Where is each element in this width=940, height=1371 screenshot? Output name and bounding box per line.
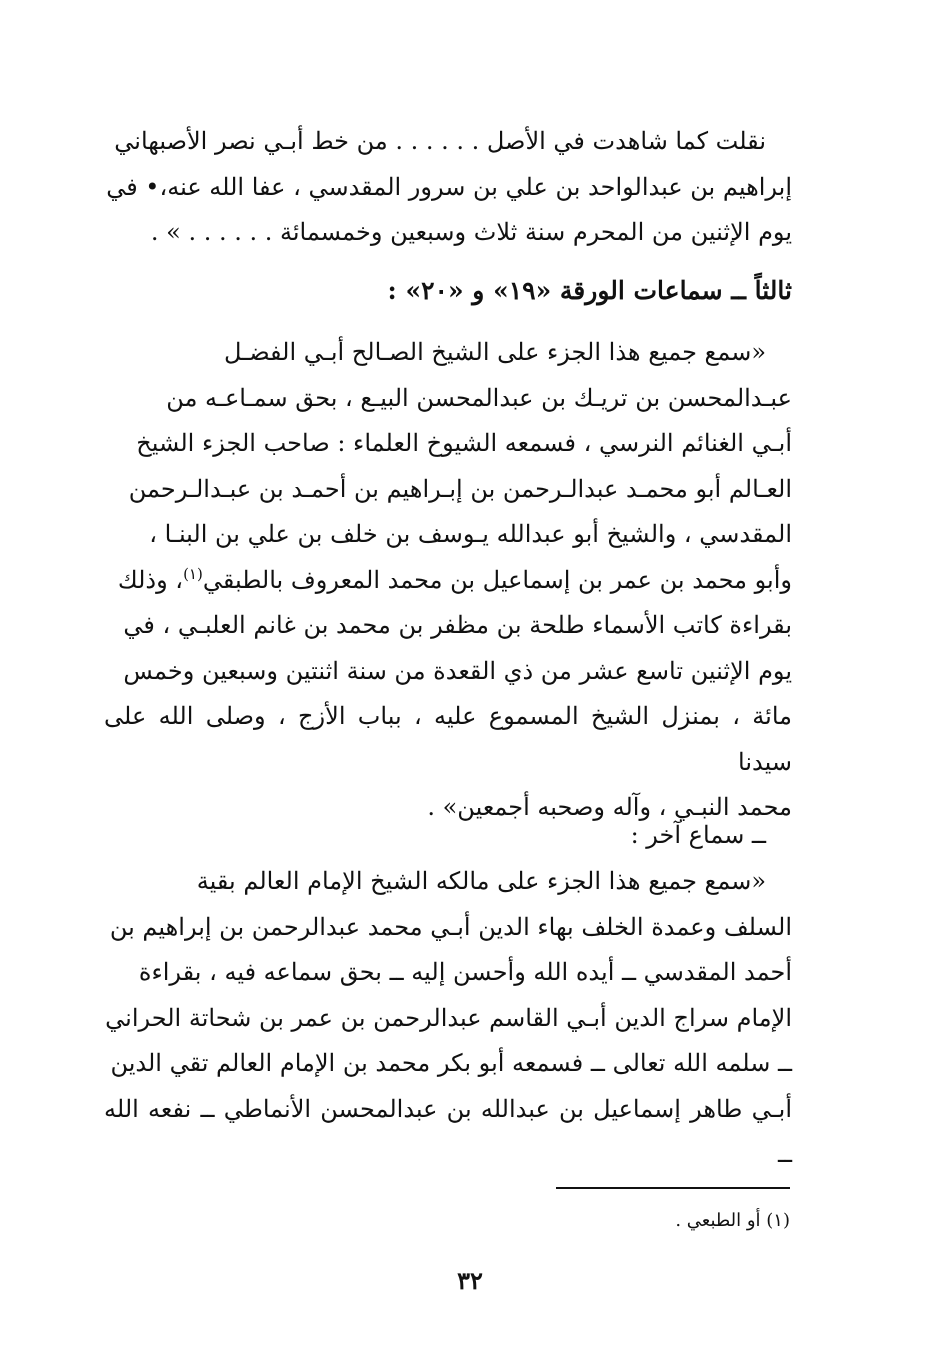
text-line: العـالم أبو محمـد عبدالـرحمن بن إبـراهيم بن أحمـد بن عبـدالـرحمن [128,474,792,503]
first-sama-paragraph [104,330,792,831]
text-line: نقلت كما شاهدت في الأصل . . . . . . من خط أبـي نصر الأصبهاني [114,127,766,155]
footnote-divider [556,1187,790,1189]
text-line: ــ سلمه الله تعالى ــ فسمعه أبو بكر محمد بن الإمام العالم تقي الدين [110,1049,792,1077]
text-line: أبـي الغنائم النرسي ، فسمعه الشيوخ العلماء : صاحب الجزء الشيخ [136,429,792,457]
text-line: يوم الإثنين تاسع عشر من ذي القعدة من سنة اثنتين وسبعين وخمس [123,656,792,685]
text-line: إبراهيم بن عبدالواحد بن علي بن سرور المقدسي ، عفا الله عنه،• في [106,172,792,201]
text-segment: وأبو محمد بن عمر بن إسماعيل بن محمد المعروف بالطبقي [202,565,792,594]
section-heading [104,268,792,314]
text-line: السلف وعمدة الخلف بهاء الدين أبـي محمد عبدالرحمن بن إبراهيم بن [109,912,792,941]
second-sama-paragraph [104,859,792,1178]
text-line: يوم الإثنين من المحرم سنة ثلاث وسبعين وخمسمائة . . . . . . » . [150,218,792,246]
footnote: (١) أو الطبعي . [675,1210,790,1231]
text-line: محمد النبـي ، وآله وصحبه أجمعين» . [427,793,792,821]
page-number: ٣٢ [457,1266,483,1295]
text-line: عبـدالمحسن بن تريـك بن عبدالمحسن البيـع ، بحق سمـاعـه من [166,383,792,412]
sub-heading [104,813,792,859]
text-segment: ، وذلك [117,565,184,594]
intro-paragraph [104,119,792,256]
text-line: «سمع جميع هذا الجزء على الشيخ الصـالح أبـي الفضـل [224,338,766,366]
text-line: أبـي طاهر إسماعيل بن عبدالله بن عبدالمحسن الأنماطي ــ نفعه الله ــ [104,1094,792,1168]
text-line: الإمام سراج الدين أبـي القاسم عبدالرحمن بن عمر بن شحاتة الحراني [105,1003,792,1032]
text-line [104,558,792,604]
text-line: «سمع جميع هذا الجزء على مالكه الشيخ الإمام العالم بقية [196,867,766,895]
footnote-marker: (١) [183,564,203,583]
text-line: بقراءة كاتب الأسماء طلحة بن مظفر بن محمد بن غانم العلبـي ، في [123,611,792,639]
section-heading-text: ثالثاً ــ سماعات الورقة «١٩» و «٢٠» : [387,276,792,305]
text-line: أحمد المقدسي ــ أيده الله وأحسن إليه ــ بحق سماعه فيه ، بقراءة [138,958,792,986]
text-line: مائة ، بمنزل الشيخ المسموع عليه ، بباب الأزج ، وصلى الله على سيدنا [104,702,792,776]
text-line: المقدسي ، والشيخ أبو عبدالله يـوسف بن خلف بن علي بن البنـا ، [149,520,792,548]
sub-heading-text: ــ سماع آخر : [630,821,766,849]
